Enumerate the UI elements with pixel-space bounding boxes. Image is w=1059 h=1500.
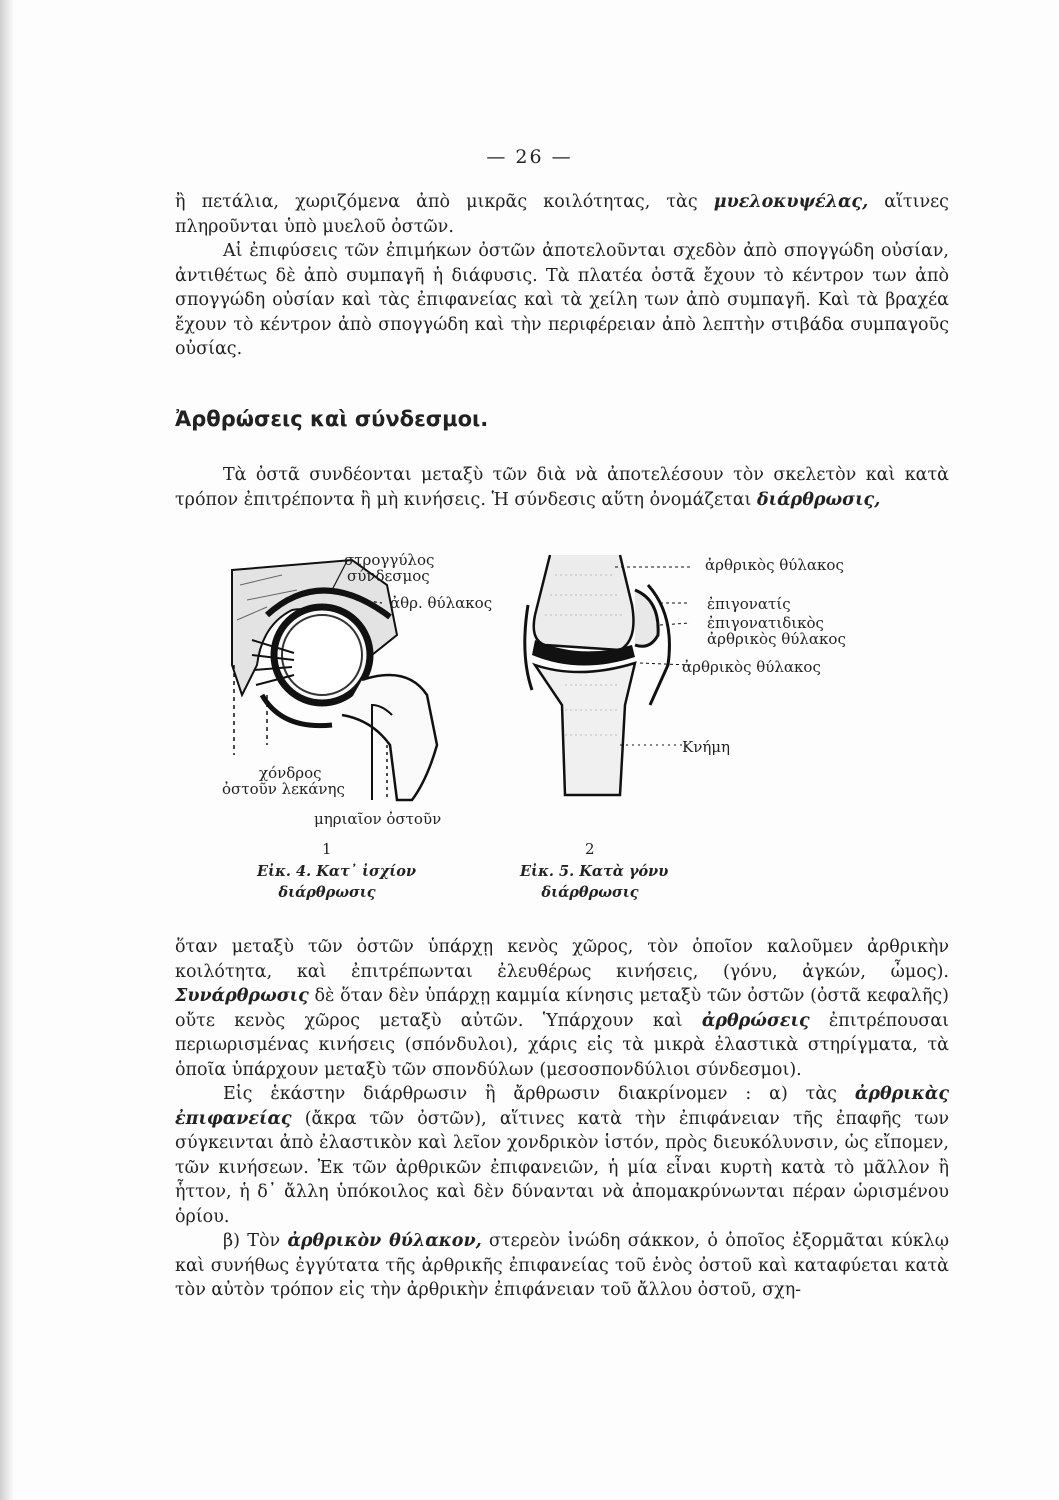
scan-edge-shade (0, 0, 14, 1500)
label-joint-capsule-upper: ἀρθρικὸς θύλακος (705, 556, 844, 574)
text: Εἰς ἑκάστην διάρθρωσιν ἢ ἄρθρωσιν διακρίνομεν : α) τὰς (223, 1084, 855, 1104)
label-patella: ἐπιγονατίς (707, 595, 791, 613)
text: αἵτινες πληροῦνται ὑπὸ μυελοῦ ὀστῶν. (175, 192, 949, 237)
figure-2-number: 2 (585, 840, 595, 858)
text: β) Τὸν (223, 1231, 288, 1251)
knee-joint-illustration (520, 545, 690, 805)
paragraph-4 (175, 935, 949, 1303)
text: (ἄκρα τῶν ὀστῶν), αἵτινες κατὰ τὴν ἐπιφάνειαν τῆς ἐπαφῆς των σύγκεινται ἀπὸ ἐλαστικὸν καὶ λεῖον χονδρικὸν ἱστόν, πρὸς διευκόλυνσιν, ὡς εἴπομεν, τῶν κινήσεων. Ἐκ τῶν ἀρθρικῶν ἐπιφανειῶν, ἡ μία εἶναι κυρτὴ κατὰ τὸ μᾶλλον ἢ ἧττον, ἡ δ᾽ ἄλλη ὑπόκοιλος καὶ δὲν δύνανται νὰ ἀπομακρύνωνται πέραν ὡρισμένου ὁρίου. (175, 1108, 949, 1227)
text: Τὰ ὀστᾶ συνδέονται μεταξὺ τῶν διὰ νὰ ἀποτελέσουν τὸν σκελετὸν καὶ κατὰ τρόπον ἐπιτρέποντα ἢ μὴ κινήσεις. Ἡ σύνδεσις αὕτη ὀνομάζεται (175, 465, 949, 510)
caption-line-2: διάρθρωσις (278, 884, 376, 901)
caption-line-2: διάρθρωσις (541, 884, 639, 901)
label-patellar-capsule: ἐπιγονατιδικὸς (707, 614, 824, 632)
page-number: — 26 — (486, 146, 573, 168)
label-round-ligament-2: σύνδεσμος (347, 567, 430, 585)
text: δὲ ὅταν δὲν ὑπάρχῃ καμμία κίνησις μεταξὺ τῶν ὀστῶν (ὀστᾶ κεφαλῆς) οὔτε κενὸς χῶρος μεταξὺ αὐτῶν. Ὑπάρχουν καὶ (175, 986, 949, 1031)
label-tibia: Κνήμη (682, 738, 731, 756)
label-femur: μηριαῖον ὀστοῦν (314, 810, 442, 828)
caption-line-1: Εἰκ. 5. Κατὰ γόνυ (520, 863, 669, 880)
term-diarthrosis: διάρθρωσις, (756, 489, 881, 510)
figure-knee-joint (520, 545, 890, 905)
text: στερεὸν ἰνώδη σάκκον, ὁ ὁποῖος ἐξορμᾶται κύκλῳ καὶ συνήθως ἐγγύτατα τῆς ἀρθρικῆς ἐπιφανείας τοῦ ἑνὸς ὀστοῦ καὶ καταφύεται κατὰ τὸν αὐτὸν τρόπον εἰς τὴν ἀρθρικὴν ἐπιφάνειαν τοῦ ἄλλου ὀστοῦ, σχη- (175, 1231, 950, 1300)
text: ἐπιτρέπουσαι περιωρισμένας κινήσεις (σπόνδυλοι), χάρις εἰς τὰ μικρὰ ἐλαστικὰ στηρίγματα, τὰ ὁποῖα ὑπάρχουν μεταξὺ τῶν σπονδύλων (μεσοσπονδύλιοι σύνδεσμοι). (175, 1010, 949, 1080)
term-articular-capsule: ἀρθρικὸν θύλακον, (287, 1231, 482, 1251)
text: ἢ πετάλια, χωριζόμενα ἀπὸ μικρᾶς κοιλότητας, τὰς (175, 192, 714, 212)
figure-2-caption (520, 861, 669, 903)
paragraph-1 (175, 190, 949, 362)
term-arthroseis: ἀρθρώσεις (701, 1010, 810, 1031)
term-articular-surfaces: ἀρθρικὰς ἐπιφανείας (175, 1084, 949, 1129)
label-pelvic-bone: ὀστοῦν λεκάνης (222, 780, 345, 798)
label-joint-capsule: ἀθρ. θύλακος (390, 594, 493, 612)
label-joint-capsule-lower: ἀρθρικὸς θύλακος (682, 658, 821, 676)
text: ὅταν μεταξὺ τῶν ὀστῶν ὑπάρχῃ κενὸς χῶρος, τὸν ὁποῖον καλοῦμεν ἀρθρικὴν κοιλότητα, καὶ ἐπιτρέπωνται ἐλευθέρως κινήσεις, (γόνυ, ἀγκών, ὦμος). (175, 937, 949, 982)
paragraph-3 (175, 463, 949, 512)
label-cartilage: χόνδρος (259, 764, 322, 782)
caption-line-1: Εἰκ. 4. Κατ᾽ ἰσχίον (257, 863, 417, 880)
term-myelokypseles: μυελοκυψέλας, (713, 192, 869, 212)
section-heading: Ἀρθρώσεις καὶ σύνδεσμοι. (175, 407, 489, 431)
figure-1-caption (257, 861, 417, 903)
paragraph-2: Αἱ ἐπιφύσεις τῶν ἐπιμήκων ὀστῶν ἀποτελοῦνται σχεδὸν ἀπὸ σπογγώδη οὐσίαν, ἀντιθέτως δὲ ἀπὸ συμπαγῆ ἡ διάφυσις. Τὰ πλατέα ὀστᾶ ἔχουν τὸ κέντρον των ἀπὸ σπογγώδη οὐσίαν καὶ τὰς ἐπιφανείας καὶ τὰ χείλη των ἀπὸ συμπαγῆ. Καὶ τὰ βραχέα ἔχουν τὸ κέντρον ἀπὸ σπογγώδη καὶ τὴν περιφέρειαν ἀπὸ λεπτὴν στιβάδα συμπαγοῦς οὐσίας. (175, 241, 949, 359)
term-synarthrosis: Συνάρθρωσις (175, 986, 309, 1006)
label-patellar-capsule-2: ἀρθρικὸς θύλακος (707, 630, 846, 648)
figure-hip-joint (222, 545, 522, 905)
figure-1-number: 1 (322, 840, 332, 858)
label-round-ligament: στρογγύλος (344, 551, 435, 569)
